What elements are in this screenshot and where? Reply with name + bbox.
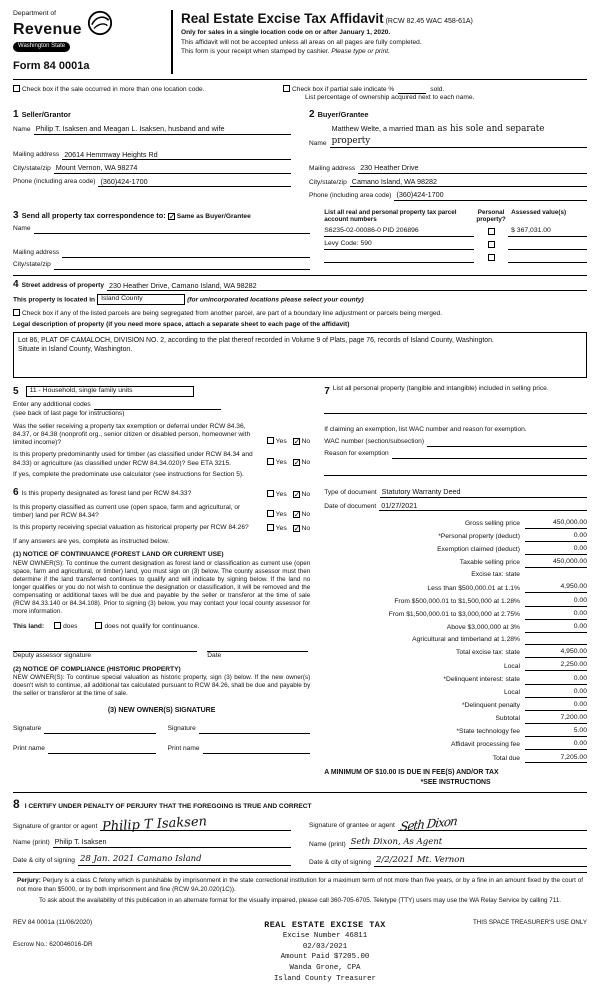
s6-q1-text: Is this property designated as forest land per RCW 84.33? [21, 490, 192, 498]
tax-row-label: *Personal property (deduct) [438, 532, 520, 540]
section-seller [13, 108, 300, 201]
checkbox-parcel-personal-3[interactable] [488, 254, 495, 261]
owner-print-name-field-2[interactable] [203, 745, 311, 754]
located-in-label: This property is located in [13, 296, 96, 304]
tax-row [324, 661, 587, 671]
parcel-number-3[interactable] [324, 253, 474, 263]
tax-row-value[interactable] [525, 636, 587, 645]
tax-row-label: Subtotal [495, 715, 520, 723]
section-5 [13, 385, 317, 480]
tax-row [324, 714, 587, 724]
if-yes-note: If any answers are yes, complete as instructed below. [13, 538, 170, 546]
corr-name-field[interactable] [34, 225, 311, 234]
legal-description-line-1: Lot 86, PLAT OF CAMALOCH, DIVISION NO. 2, according to the plat thereof recorded in Volume 9 of Plats, page 76, records of Island County, Washington. [18, 336, 494, 344]
title-rcw-reference: (RCW 82.45 WAC 458-61A) [385, 18, 473, 25]
deputy-assessor-signature-field[interactable] [13, 642, 197, 652]
checkbox-s6-q3-yes[interactable] [267, 524, 274, 531]
form-number: Form 84 0001a [13, 59, 90, 72]
seller-mailing-field[interactable]: 20614 Hemmway Heights Rd [62, 150, 291, 161]
tax-row-label: Exemption claimed (deduct) [437, 546, 520, 554]
tax-row-label: Total due [492, 754, 520, 762]
section-3-title: Send all property tax correspondence to: [21, 210, 166, 220]
escrow-label: Escrow No.: [13, 941, 48, 949]
assessed-value-1[interactable]: $ 367,031.00 [508, 227, 587, 237]
grantee-date-handwritten: 2/2/2021 Mt. Vernon [375, 855, 465, 866]
partial-sale-label: Check box if partial sale indicate % [292, 85, 395, 93]
seller-buyer-row [13, 108, 587, 201]
tax-row-label: Excise tax: state [471, 571, 520, 579]
treasurer-use-note: THIS SPACE TREASURER'S USE ONLY [473, 918, 587, 926]
tax-row [324, 583, 587, 593]
buyer-name-field[interactable] [330, 124, 587, 148]
revenue-logo-icon [87, 10, 113, 36]
minimum-due-note: A MINIMUM OF $10.00 IS DUE IN FEE(S) AND/OR TAX [324, 769, 499, 777]
seller-phone-label: Phone (including area code) [13, 178, 96, 186]
section-certify [13, 797, 587, 868]
section-7-number: 7 [324, 385, 330, 397]
exemption-reason-field[interactable] [392, 450, 587, 459]
state-badge: Washington State [13, 42, 70, 52]
section-6-tax-row [13, 487, 587, 786]
buyer-city-field[interactable]: Camano Island, WA 98282 [350, 177, 587, 188]
seller-name-field[interactable]: Philip T. Isaksen and Meagan L. Isaksen, husband and wife [34, 124, 291, 135]
tax-row-value[interactable]: 4,950.00 [525, 583, 587, 593]
seller-name-label: Name [13, 125, 31, 133]
tax-row [324, 610, 587, 620]
s6-question-3: Is this property receiving special valuation as historical property per RCW 84.26? [13, 524, 249, 532]
this-land-label: This land: [13, 623, 45, 631]
grantor-date-handwritten: 28 Jan. 2021 Camano Island [79, 853, 202, 864]
corr-city-label: City/state/zip [13, 261, 51, 269]
tax-row-value[interactable]: 2,250.00 [525, 661, 587, 671]
yes-label: Yes [275, 458, 287, 466]
buyer-mailing-field[interactable]: 230 Heather Drive [358, 163, 587, 174]
checkbox-land-does-not[interactable] [95, 622, 102, 629]
header-note-3 [181, 48, 587, 57]
partial-sale-percent-field[interactable] [398, 87, 426, 94]
tax-row-value[interactable]: 450,000.00 [525, 558, 587, 568]
checkbox-multi-location[interactable] [13, 85, 20, 92]
notice-continuance-title: (1) NOTICE OF CONTINUANCE (FOREST LAND OR CURRENT USE) [13, 551, 224, 559]
owner-signature-label: Signature [13, 724, 42, 732]
yes-label: Yes [275, 490, 287, 498]
parcel-table [317, 209, 587, 270]
new-owners-signature-title: (3) NEW OWNER(S) SIGNATURE [107, 707, 216, 715]
grantor-date-label: Date & city of signing [13, 857, 75, 865]
assessed-value-3[interactable] [508, 253, 587, 263]
section-5-number: 5 [13, 385, 19, 397]
does-label: does [63, 623, 78, 631]
tax-row-label: From $1,500,000.01 to $3,000,000 at 2.75% [388, 610, 520, 618]
grantee-name-handwritten: Seth Dixon, As Agent [350, 837, 443, 848]
corr-city-field[interactable] [54, 261, 310, 270]
buyer-name-label: Name [309, 139, 327, 147]
additional-codes-note: (see back of last page for instructions) [13, 409, 125, 417]
notice-compliance-title: (2) NOTICE OF COMPLIANCE (HISTORIC PROPERTY) [13, 665, 181, 673]
tax-row-value[interactable]: 5.00 [525, 727, 587, 737]
grantor-date-field[interactable] [78, 854, 291, 866]
stamp-treasurer-name: Wanda Grone, CPA [289, 964, 361, 972]
section-buyer [300, 108, 587, 201]
alternate-format-note: To ask about the availability of this publication in an alternate format for the visually impaired, please call 360-705-6705. Teletype (TTY) users may use the WA Relay Service by calling 711. [38, 896, 562, 904]
no-label: No [301, 438, 311, 446]
tax-row-label: Affidavit processing fee [450, 741, 520, 749]
grantor-signature-field[interactable] [100, 813, 291, 835]
no-label: No [301, 490, 311, 498]
corr-name-label: Name [13, 225, 31, 233]
doc-type-field[interactable]: Statutory Warranty Deed [380, 487, 587, 498]
parcel-number-1[interactable]: S6235-02-00086-0 PID 206896 [324, 227, 474, 237]
wac-number-field[interactable] [427, 438, 587, 447]
checkbox-s5-q1-no[interactable]: ✓ [293, 437, 301, 447]
owner-print-name-field-1[interactable] [48, 745, 156, 754]
yes-label: Yes [275, 525, 287, 533]
corr-mailing-label: Mailing address [13, 249, 60, 257]
perjury-label: Perjury: [17, 877, 41, 885]
parcel-row [324, 227, 587, 237]
tax-row [324, 688, 587, 698]
notice-continuance-body: NEW OWNER(S): To continue the current designation as forest land or classification as current use (open space, farm and agricultural, or timber) land, you must sign on (3) below. The county assessor must then determine if the land transferred continues to qualify and will indicate by signing below. If the land no longer qualifies or you do not wish to continue the designation or classification, it will be removed and the compensating or additional taxes will be due and payable by the seller or transferor at the time of sale (RCW 84.33.140 or 84.34.108). Prior to signing (3) below, you may contact your local county assessor for more information. [13, 559, 311, 616]
parcel-row [324, 253, 587, 263]
tax-row-label: Above $3,000,000 at 3% [446, 624, 520, 632]
legal-description-field[interactable] [13, 332, 587, 378]
treasurer-stamp [181, 919, 469, 985]
tax-row-label: Gross selling price [464, 519, 520, 527]
legal-description-note: (if you need more space, attach a separate sheet to each page of the affidavit) [106, 320, 350, 328]
notice-compliance-body: NEW OWNER(S): To continue special valuation as historic property, sign (3) below. If the new owner(s) doesn't wish to continue, all additional tax calculated pursuant to RCW 84.26, shall be due and payable by the seller or transferor at the time of sale. [13, 674, 311, 698]
yes-label: Yes [275, 438, 287, 446]
grantee-name-field[interactable] [349, 837, 587, 849]
footer [13, 919, 587, 985]
section-2-number: 2 [309, 108, 315, 120]
checkbox-s6-q2-yes[interactable] [267, 510, 274, 517]
correspondence-parcel-row [13, 209, 587, 270]
header-note-2: This affidavit will not be accepted unless all areas on all pages are fully completed. [181, 38, 422, 46]
tax-row-value[interactable]: 7,200.00 [525, 714, 587, 724]
calculator-note: If yes, complete the predominate use calculator (see instructions for Section 5). [13, 470, 244, 478]
page-title: Real Estate Excise Tax Affidavit [181, 11, 384, 26]
divider [13, 275, 587, 276]
grantor-name-field[interactable]: Philip T. Isaksen [53, 837, 291, 848]
checkbox-parcel-personal-1[interactable] [488, 228, 495, 235]
tax-row [324, 623, 587, 633]
checkbox-s5-q2-no[interactable]: ✓ [293, 457, 301, 467]
section-8-number: 8 [13, 796, 20, 811]
section-1-title: Seller/Grantor [21, 109, 71, 119]
grantor-signature: Philip T Isaksen [101, 813, 208, 835]
grantor-signature-label: Signature of grantor or agent [13, 822, 98, 830]
header-note-3a: This form is your receipt when stamped by cashier. [181, 48, 330, 56]
tax-row [324, 558, 587, 568]
checkbox-s5-q1-yes[interactable] [267, 437, 274, 444]
tax-row-value[interactable]: 0.00 [525, 597, 587, 607]
grantee-signature-field[interactable] [398, 813, 587, 834]
s6-question-2: Is this property classified as current use (open space, farm and agricultural, or timber) land per RCW 84.34? [13, 503, 241, 520]
rev-number: REV 84 0001a (11/06/2020) [13, 918, 93, 926]
deputy-date-field[interactable] [207, 642, 308, 652]
tax-row-label: *Delinquent interest: state [443, 675, 520, 683]
certify-statement: I CERTIFY UNDER PENALTY OF PERJURY THAT THE FOREGOING IS TRUE AND CORRECT [24, 802, 312, 810]
section-1-number: 1 [13, 108, 19, 120]
agency-name: Revenue [13, 20, 82, 38]
s5-question-1: Was the seller receiving a property tax exemption or deferral under RCW 84.36, 84.37, or 84.38 (nonprofit org., senior citizen or disabled person, homeowner with limited income)? [13, 422, 251, 447]
agency-block [13, 10, 171, 74]
checkbox-s6-q2-no[interactable]: ✓ [293, 510, 301, 520]
tax-row-value[interactable]: 0.00 [525, 740, 587, 750]
tax-row-value[interactable]: 450,000.00 [525, 519, 587, 529]
grantor-signing-block [13, 813, 300, 868]
buyer-city-label: City/state/zip [309, 178, 347, 186]
grantee-signing-block [300, 813, 587, 868]
tax-row [324, 545, 587, 555]
s5-question-2: Is this property predominantly used for timber (as classified under RCW 84.34 and 84.33) or agriculture (as classified under RCW 84.34.020)? See ETA 3215. [13, 451, 253, 467]
divider [13, 872, 587, 873]
tax-row-label: *State technology fee [456, 728, 520, 736]
ownership-note: List percentage of ownership acquired next to each name. [305, 94, 475, 102]
checkbox-s6-q1-no[interactable]: ✓ [293, 489, 301, 499]
top-checkboxes [13, 84, 587, 103]
checkbox-same-as-buyer[interactable]: ✓ [168, 211, 176, 221]
section-7 [317, 385, 587, 480]
tax-row-label: From $500,000.01 to $1,500,000 at 1.28% [394, 597, 520, 605]
stamp-treasurer-title: Island County Treasurer [273, 974, 376, 983]
dept-of-label: Department of [13, 10, 57, 17]
grantor-name-label: Name (print) [13, 839, 50, 847]
tax-row-label: *Delinquent penalty [461, 702, 520, 710]
county-note: (for unincorporated locations please select your county) [187, 296, 364, 304]
see-instructions-note: *SEE INSTRUCTIONS [420, 778, 491, 786]
grantee-signature: Seth Dixon [399, 813, 458, 834]
tax-row-label: Local [503, 662, 520, 670]
segregated-label: Check box if any of the listed parcels are being segregated from another parcel, are part of a boundary line adjustment or parcels being merged. [22, 310, 443, 318]
section-4-number: 4 [13, 279, 19, 290]
legal-description-line-2: Situate in Island County, Washington. [18, 345, 133, 353]
exemption-reason-extra-field[interactable] [324, 466, 587, 476]
additional-codes-field[interactable] [94, 401, 221, 410]
tax-row-value[interactable]: 0.00 [525, 532, 587, 542]
deputy-date-label: Date [207, 651, 222, 659]
s6-question-1 [13, 487, 263, 500]
doc-date-label: Date of document [324, 502, 377, 510]
tax-row-label: Agricultural and timberland at 1.28% [412, 636, 520, 644]
multi-location-label: Check box if the sale occurred in more than one location code. [22, 85, 205, 93]
exemption-note: If claiming an exemption, list WAC number and reason for exemption. [324, 425, 527, 433]
buyer-name-appended: man as his sole and separate property [331, 124, 545, 146]
no-label: No [301, 458, 311, 466]
assessed-value-2[interactable] [508, 240, 587, 250]
grantee-date-label: Date & city of signing [309, 858, 371, 866]
header-note-1: Only for sales in a single location code on or after January 1, 2020. [181, 28, 391, 36]
owner-signature-field-2[interactable] [199, 725, 310, 734]
doc-type-label: Type of document [324, 489, 377, 497]
parcel-header-numbers: List all real and personal property tax parcel account numbers [324, 208, 457, 224]
grantee-date-field[interactable] [374, 855, 587, 867]
land-use-select[interactable]: 11 - Household, single family units [26, 386, 194, 397]
header [13, 10, 587, 80]
stamp-title: REAL ESTATE EXCISE TAX [264, 919, 386, 930]
section-correspondence [13, 209, 317, 270]
section-5-7-row [13, 385, 587, 480]
seller-phone-field[interactable]: (360)424-1700 [98, 177, 291, 188]
tax-row-label: Less than $500,000.01 at 1.1% [427, 584, 520, 592]
seller-city-field[interactable]: Mount Vernon, WA 98274 [54, 163, 291, 174]
section-6-number: 6 [13, 487, 19, 499]
grantee-signature-label: Signature of grantee or agent [309, 822, 395, 830]
tax-row-value[interactable]: 0.00 [525, 675, 587, 685]
stamp-amount-paid: Amount Paid $7205.00 [280, 953, 370, 962]
corr-mailing-field[interactable] [62, 249, 310, 258]
title-block [171, 10, 587, 74]
parcel-row [324, 240, 587, 250]
buyer-mailing-label: Mailing address [309, 165, 356, 173]
tax-row [324, 571, 587, 580]
owner-signature-field-1[interactable] [44, 725, 155, 734]
parcel-header-assessed: Assessed value(s) [511, 208, 567, 216]
tax-computation [317, 487, 587, 786]
tax-row-value[interactable]: 0.00 [525, 610, 587, 620]
buyer-phone-label: Phone (including area code) [309, 192, 392, 200]
no-label: No [301, 525, 311, 533]
divider [13, 792, 587, 793]
checkbox-s5-q2-yes[interactable] [267, 458, 274, 465]
escrow-number: 620046016-DR [49, 941, 93, 949]
personal-property-field[interactable] [324, 404, 587, 414]
additional-codes-label: Enter any additional codes [13, 401, 91, 409]
buyer-name-typed: Matthew Welte, a married [331, 124, 414, 134]
tax-row [324, 597, 587, 607]
tax-row [324, 648, 587, 658]
legal-description-label: Legal description of property [13, 320, 105, 328]
checkbox-segregated[interactable] [13, 309, 20, 316]
street-address-field[interactable]: 230 Heather Drive, Camano Island, WA 98282 [107, 281, 587, 292]
owner-print-name-label: Print name [167, 744, 200, 752]
tax-row-value[interactable]: 0.00 [525, 545, 587, 555]
county-select[interactable]: Island County [97, 294, 185, 305]
tax-row [324, 636, 587, 645]
tax-row [324, 675, 587, 685]
seller-mailing-label: Mailing address [13, 151, 60, 159]
street-address-label: Street address of property [21, 282, 105, 290]
section-3-number: 3 [13, 209, 19, 221]
tax-row [324, 740, 587, 750]
buyer-phone-field[interactable]: (360)424-1700 [394, 190, 587, 201]
yes-label: Yes [275, 511, 287, 519]
header-note-3b: Please type or print. [331, 48, 390, 56]
checkbox-s6-q1-yes[interactable] [267, 490, 274, 497]
parcel-header-personal: Personal property? [476, 208, 506, 224]
parcel-number-2[interactable]: Levy Code: 590 [324, 240, 474, 250]
section-7-title: List all personal property (tangible and intangible) included in selling price. [332, 384, 549, 392]
exemption-reason-label: Reason for exemption [324, 449, 389, 457]
tax-row [324, 727, 587, 737]
section-2-title: Buyer/Grantee [317, 109, 369, 119]
tax-row [324, 532, 587, 542]
stamp-date: 02/03/2021 [302, 942, 348, 951]
perjury-text: Perjury is a class C felony which is punishable by imprisonment in the state correctional institution for a maximum term of not more than five years, or by a fine in an amount fixed by the court of not more than $5000, or by both imprisonment and fine (RCW 9A.20.020(1C)). [17, 877, 584, 893]
section-property [13, 278, 587, 378]
owner-signature-label: Signature [167, 724, 196, 732]
section-6 [13, 487, 317, 786]
tax-row-label: Total excise tax: state [456, 649, 520, 657]
tax-row [324, 701, 587, 711]
checkbox-partial-sale[interactable] [283, 85, 290, 92]
owner-print-name-label: Print name [13, 744, 45, 752]
does-not-label: does not qualify for continuance. [104, 623, 200, 631]
tax-row-label: Taxable selling price [459, 559, 520, 567]
tax-row-value[interactable]: 0.00 [525, 701, 587, 711]
grantee-name-label: Name (print) [309, 840, 346, 848]
tax-row-value[interactable]: 0.00 [525, 688, 587, 698]
tax-row-value[interactable]: 4,950.00 [525, 648, 587, 658]
tax-row [324, 519, 587, 529]
seller-city-label: City/state/zip [13, 164, 51, 172]
wac-number-label: WAC number (section/subsection) [324, 437, 425, 445]
tax-row-value [525, 571, 587, 580]
tax-row-value[interactable]: 0.00 [525, 623, 587, 633]
checkbox-parcel-personal-2[interactable] [488, 241, 495, 248]
checkbox-land-does[interactable] [54, 622, 61, 629]
checkbox-s6-q3-no[interactable]: ✓ [293, 524, 301, 534]
same-as-buyer-label: Same as Buyer/Grantee [176, 212, 251, 220]
doc-date-field[interactable]: 01/27/2021 [379, 501, 587, 512]
tax-row-label: Local [503, 688, 520, 696]
perjury-notice [13, 877, 587, 893]
no-label: No [301, 511, 311, 519]
deputy-assessor-label: Deputy assessor signature [13, 651, 92, 659]
tax-row [324, 754, 587, 764]
stamp-excise-number: Excise Number 46811 [282, 931, 368, 940]
tax-row-value[interactable]: 7,205.00 [525, 754, 587, 764]
partial-sale-sold-label: sold. [430, 85, 445, 93]
